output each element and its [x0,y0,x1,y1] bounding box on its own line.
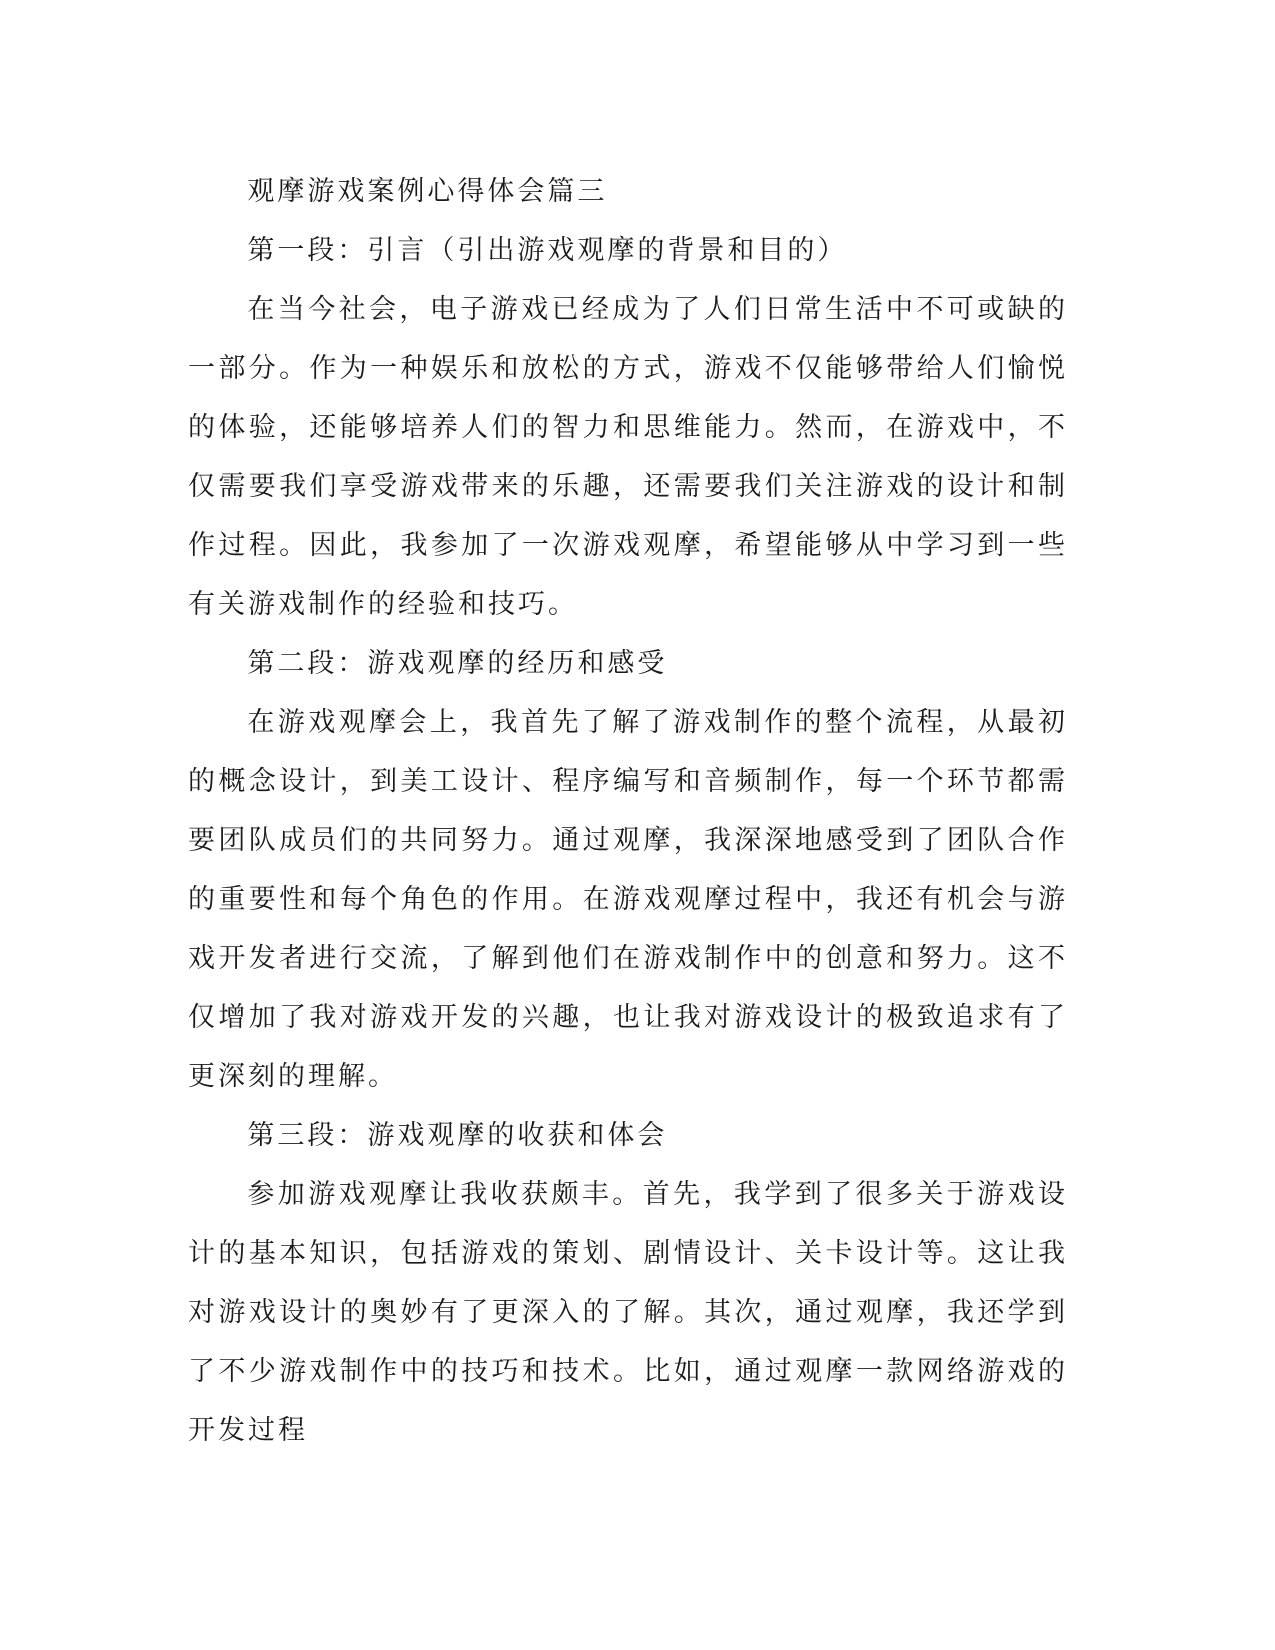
section-heading-3: 第三段：游戏观摩的收获和体会 [247,1120,668,1151]
section-heading-2: 第二段：游戏观摩的经历和感受 [247,648,668,679]
section-heading-1: 第一段：引言（引出游戏观摩的背景和目的） [247,235,848,266]
paragraph-2: 在游戏观摩会上，我首先了解了游戏制作的整个流程，从最初的概念设计，到美工设计、程序编写和音频制作，每一个环节都需要团队成员们的共同努力。通过观摩，我深深地感受到了团队合作的重要性和每个角色的作用。在游戏观摩过程中，我还有机会与游戏开发者进行交流，了解到他们在游戏制作中的创意和努力。这不仅增加了我对游戏开发的兴趣，也让我对游戏设计的极致追求有了更深刻的理解。 [188,707,1068,1092]
paragraph-3: 参加游戏观摩让我收获颇丰。首先，我学到了很多关于游戏设计的基本知识，包括游戏的策划、剧情设计、关卡设计等。这让我对游戏设计的奥妙有了更深入的了解。其次，通过观摩，我还学到了不少游戏制作中的技巧和技术。比如，通过观摩一款网络游戏的开发过程 [188,1179,1068,1446]
document-body [188,162,1068,1460]
document-title: 观摩游戏案例心得体会篇三 [247,176,608,207]
paragraph-1: 在当今社会，电子游戏已经成为了人们日常生活中不可或缺的一部分。作为一种娱乐和放松的方式，游戏不仅能够带给人们愉悦的体验，还能够培养人们的智力和思维能力。然而，在游戏中，不仅需要我们享受游戏带来的乐趣，还需要我们关注游戏的设计和制作过程。因此，我参加了一次游戏观摩，希望能够从中学习到一些有关游戏制作的经验和技巧。 [188,294,1068,620]
